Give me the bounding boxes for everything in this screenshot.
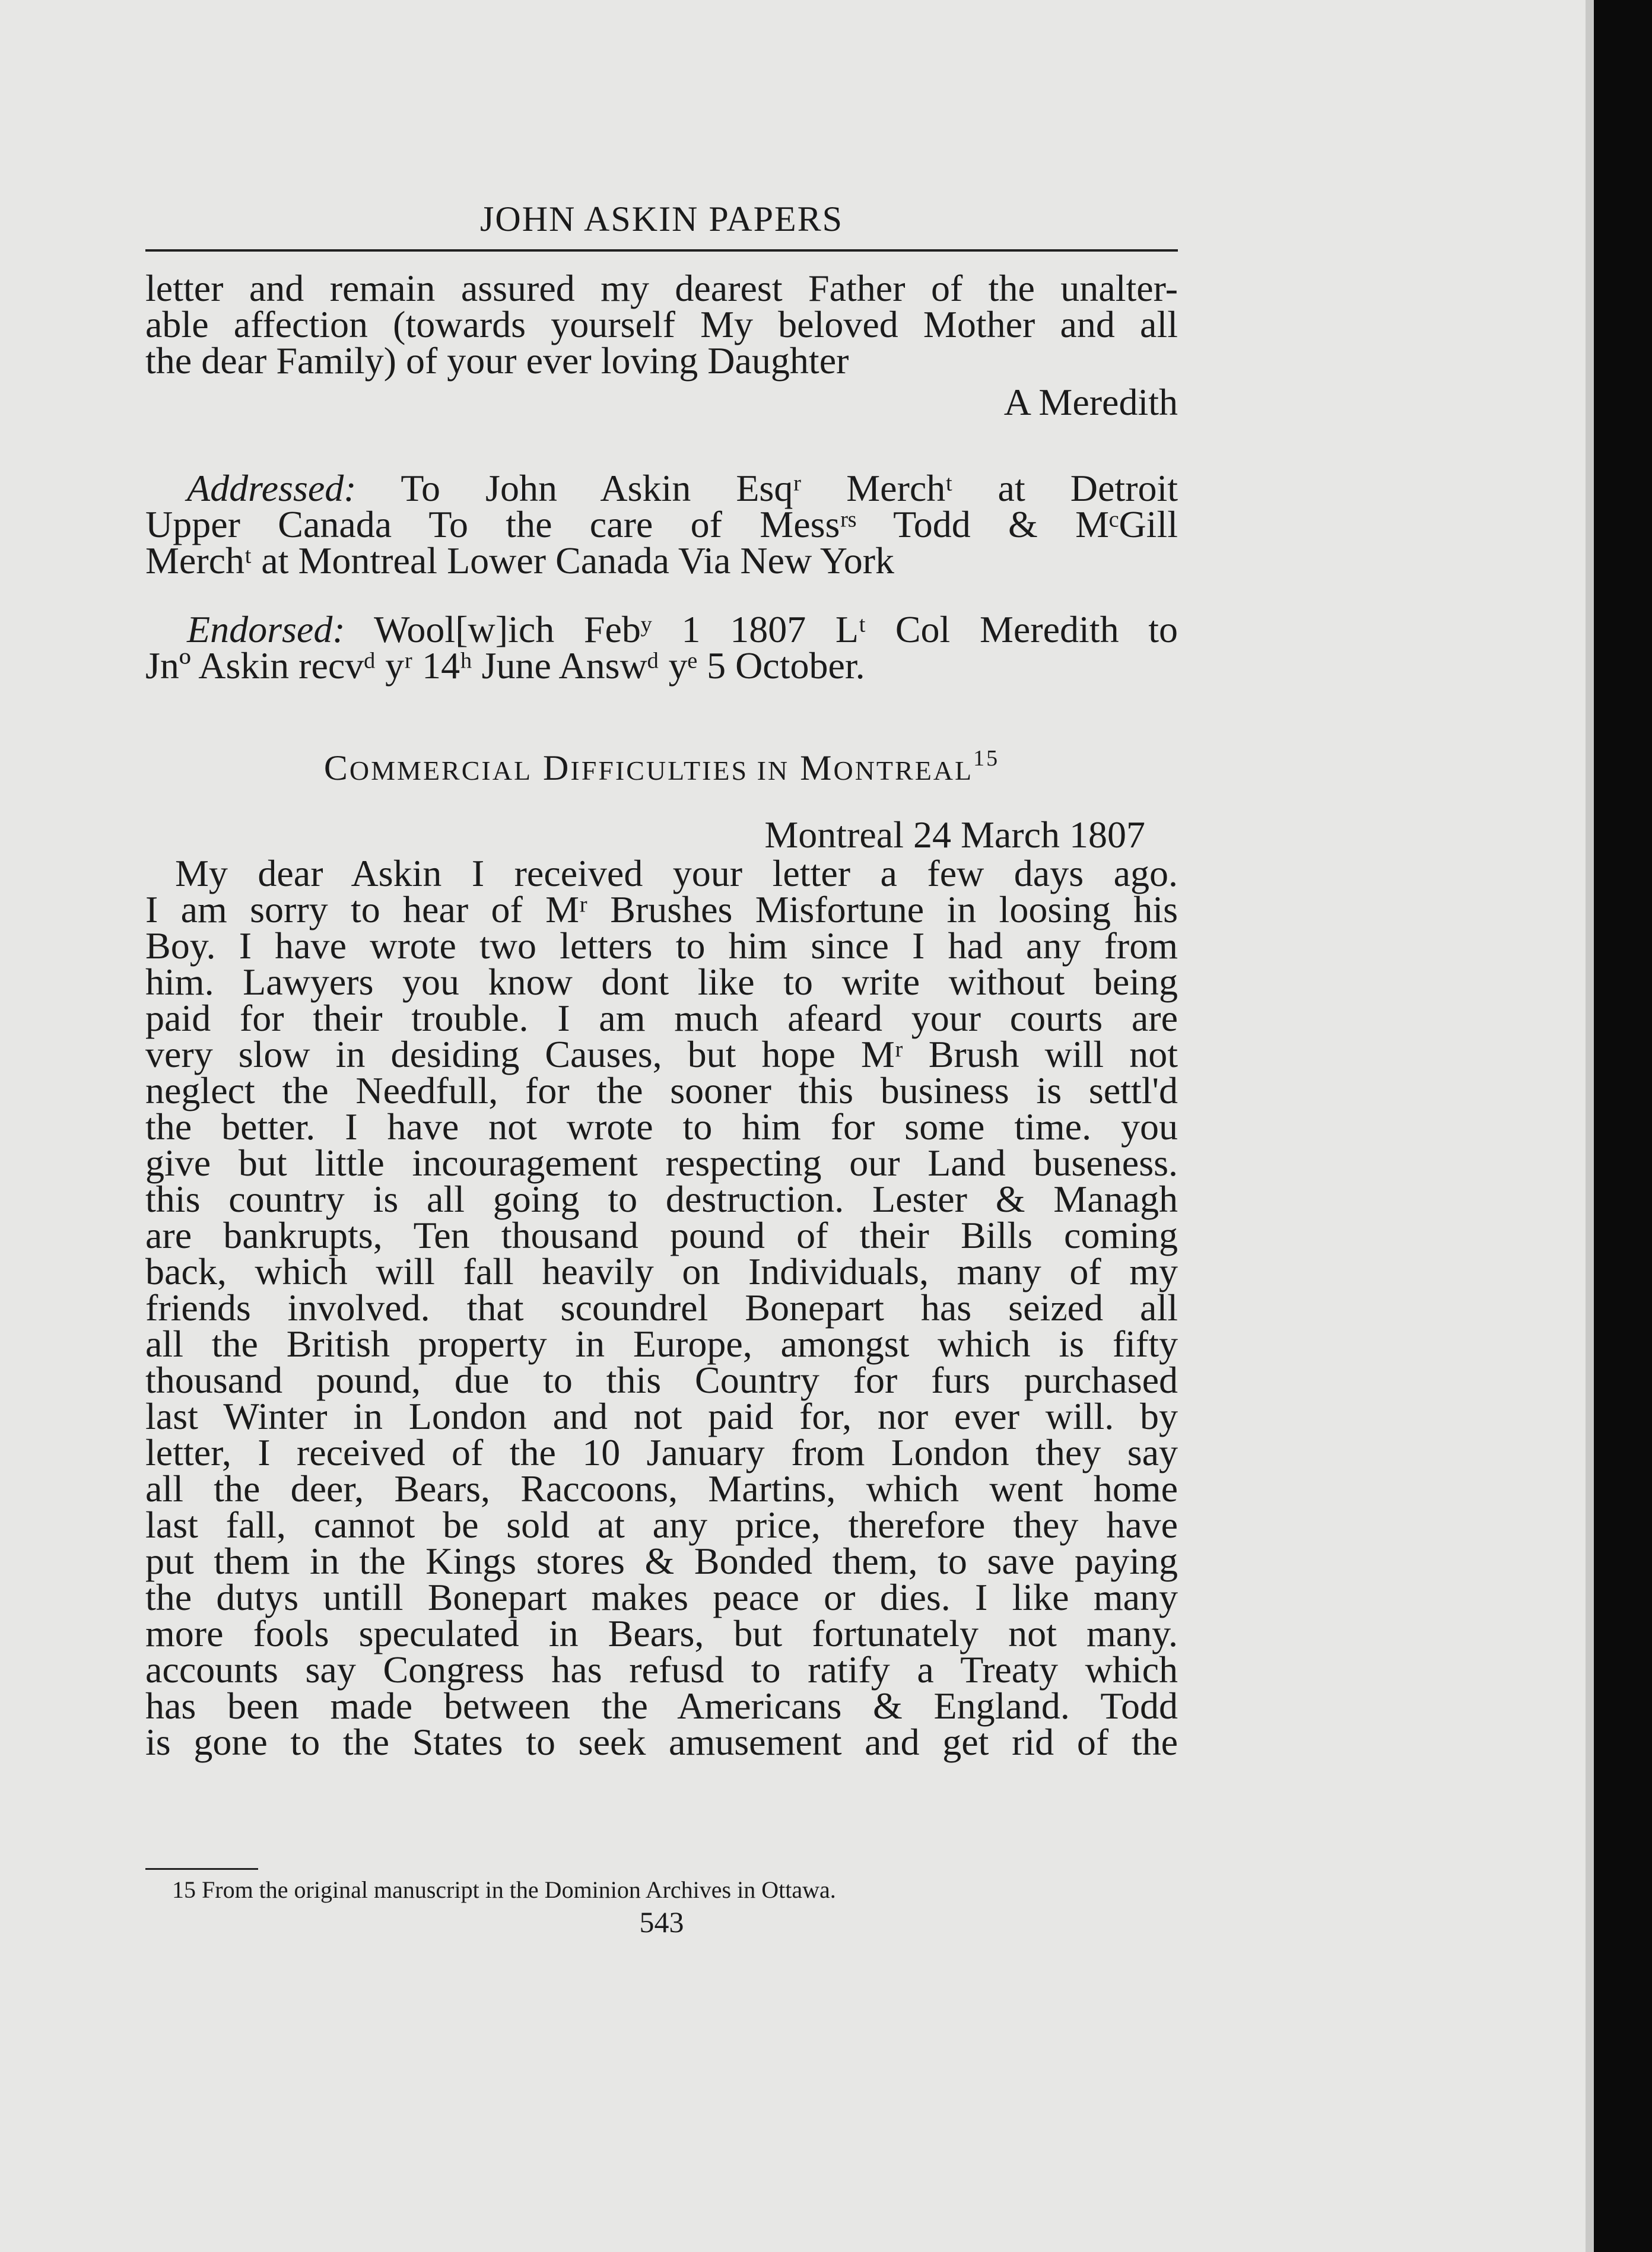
text-line: the better. I have not wrote to him for some time. you [145, 1106, 1178, 1148]
footnote-rule [145, 1868, 258, 1870]
text-line: Boy. I have wrote two letters to him since I had any from [145, 925, 1178, 967]
footnote-number: 15 [172, 1876, 196, 1903]
text-line: this country is all going to destruction. Lester & Managh [145, 1178, 1178, 1220]
text-line: very slow in desiding Causes, but hope Mʳ Brush will not [145, 1033, 1178, 1075]
text-line: are bankrupts, Ten thousand pound of their Bills coming [145, 1214, 1178, 1256]
addressed-block [145, 467, 1178, 582]
text-line: last Winter in London and not paid for, nor ever will. by [145, 1395, 1178, 1437]
text-line: To John Askin Esqʳ Merchᵗ at Detroit [401, 467, 1178, 509]
footnote-text: From the original manuscript in the Dominion Archives in Ottawa. [202, 1876, 836, 1903]
text-line: able affection (towards yourself My beloved Mother and all [145, 303, 1178, 345]
text-line: paid for their trouble. I am much afeard your courts are [145, 997, 1178, 1039]
header-rule [145, 249, 1178, 252]
letter-closing [145, 267, 1178, 423]
footnote-ref: 15 [973, 746, 1000, 771]
addressed-label: Addressed: [187, 467, 357, 509]
text-line: put them in the Kings stores & Bonded them, to save paying [145, 1540, 1178, 1582]
footnote [172, 1875, 1175, 1905]
text-line: is gone to the States to seek amusement and get rid of the [145, 1721, 1178, 1763]
text-line: all the deer, Bears, Raccoons, Martins, which went home [145, 1468, 1178, 1510]
text-line: Merchᵗ at Montreal Lower Canada Via New York [145, 539, 894, 582]
text-line: more fools speculated in Bears, but fortunately not many. [145, 1612, 1178, 1654]
text-line: last fall, cannot be sold at any price, therefore they have [145, 1504, 1178, 1546]
text-line: him. Lawyers you know dont like to write without being [145, 961, 1178, 1003]
text-line: accounts say Congress has refusd to ratify a Treaty which [145, 1648, 1178, 1691]
endorsed-label: Endorsed: [187, 608, 345, 650]
text-line: friends involved. that scoundrel Bonepart has seized all [145, 1287, 1178, 1329]
text-line: give but little incouragement respecting our Land buseness. [145, 1142, 1178, 1184]
text-line: Jnº Askin recvᵈ yʳ 14ʰ June Answᵈ yᵉ 5 October. [145, 644, 865, 687]
page-number: 543 [639, 1905, 684, 1939]
text-line: all the British property in Europe, amongst which is fifty [145, 1323, 1178, 1365]
text-line: I am sorry to hear of Mʳ Brushes Misfortune in loosing his [145, 888, 1178, 930]
text-line: letter and remain assured my dearest Father of the unalter- [145, 267, 1178, 309]
text-line: Upper Canada To the care of Messʳˢ Todd & MᶜGill [145, 503, 1178, 545]
text-line: has been made between the Americans & England. Todd [145, 1685, 1178, 1727]
text-line: the dear Family) of your ever loving Daughter [145, 339, 849, 382]
text-line: My dear Askin I received your letter a few days ago. [175, 852, 1178, 894]
text-line: back, which will fall heavily on Individuals, many of my [145, 1250, 1178, 1292]
signature: A Meredith [1003, 381, 1178, 423]
text-line: neglect the Needfull, for the sooner this business is settl'd [145, 1069, 1178, 1111]
running-head: JOHN ASKIN PAPERS [480, 199, 843, 239]
text-line: Wool[w]ich Febʸ 1 1807 Lᵗ Col Meredith to [374, 608, 1178, 650]
endorsed-block [145, 608, 1178, 687]
text-line: letter, I received of the 10 January from London they say [145, 1431, 1178, 1473]
text-line: the dutys untill Bonepart makes peace or dies. I like many [145, 1576, 1178, 1618]
dateline: Montreal 24 March 1807 [764, 814, 1145, 856]
text-line: thousand pound, due to this Country for furs purchased [145, 1359, 1178, 1401]
letter-body [145, 814, 1178, 1763]
section-title: COMMERCIAL DIFFICULTIES IN MONTREAL$^{15}$ [323, 746, 1000, 787]
